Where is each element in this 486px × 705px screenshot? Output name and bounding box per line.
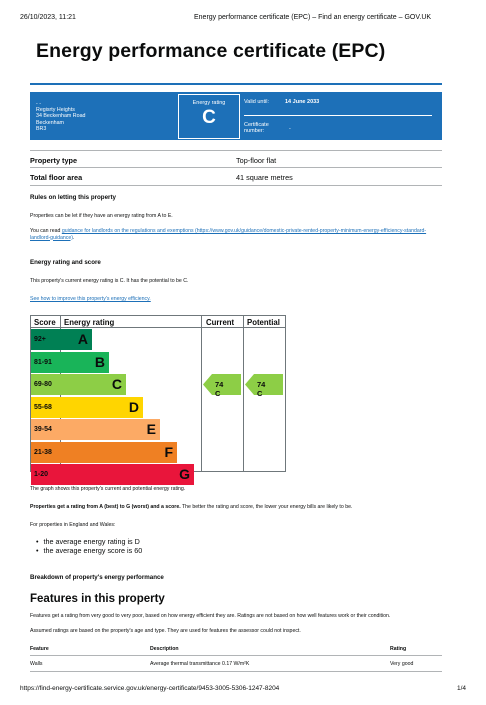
chart-header (31, 316, 285, 328)
table-divider (30, 655, 442, 656)
print-url: https://find-energy-certificate.service.gov.uk/energy-certificate/9453-3005-5306-1247-8204 (20, 685, 280, 692)
graph-note: The graph shows this property's current and potential energy rating. (30, 486, 186, 492)
rating-explanation (30, 504, 442, 511)
valid-until-date: 14 June 2033 (285, 99, 320, 105)
improve-efficiency-link[interactable]: See how to improve this property's energy efficiency. (30, 296, 151, 302)
rating-explanation-rest: The better the rating and score, the lower your energy bills are likely to be. (180, 504, 353, 510)
page-title: Energy performance certificate (EPC) (36, 40, 386, 62)
band-bar-f: F (60, 442, 177, 463)
feature-walls-description: Average thermal transmittance 0.17 W/m²K (150, 661, 250, 667)
feature-walls-rating: Very good (390, 661, 414, 667)
table-divider (30, 671, 442, 672)
features-paragraph: Features get a rating from very good to very poor, based on how energy efficient they are. Ratings are not based on how well features work or their condition. (30, 613, 391, 619)
summary-divider (244, 115, 432, 116)
property-address (36, 101, 85, 132)
score-column-header: Score (34, 318, 56, 327)
current-rating-arrow-label: 74 C (215, 380, 224, 398)
description-column-header: Description (150, 646, 179, 652)
certificate-number: - (289, 126, 291, 132)
band-score-b: 81-91 (31, 352, 60, 373)
band-bar-c: C (60, 374, 126, 395)
band-bar-b: B (60, 352, 109, 373)
certificate-number-label (244, 122, 269, 134)
certificate-label-line: Certificate (244, 122, 269, 128)
print-datetime: 26/10/2023, 11:21 (20, 14, 76, 21)
address-line: Beckenham (36, 119, 64, 126)
band-score-e: 39-54 (31, 419, 60, 440)
table-row (30, 150, 442, 168)
column-divider (201, 316, 202, 471)
band-score-d: 55-68 (31, 397, 60, 418)
landlord-guidance-link[interactable]: guidance for landlords on the regulations and exemptions (https://www.gov.uk/guidance/domestic-private-rented-property-minimum-energy-efficiency-standard-landlord-guidance) (30, 228, 427, 241)
address-line: - - (36, 101, 41, 107)
list-item: • the average energy rating is D (36, 538, 142, 547)
address-line: 34 Beckenham Road (36, 113, 86, 120)
epc-summary-box (30, 92, 442, 140)
title-divider (30, 83, 442, 85)
address-line: Regisrty Heights (36, 107, 75, 114)
energy-rating-letter: C (202, 107, 216, 128)
current-rating-paragraph: This property's current energy rating is C. It has the potential to be C. (30, 278, 189, 284)
band-bar-a: A (60, 329, 92, 350)
property-type-value: Top-floor flat (236, 156, 277, 165)
average-rating-list (36, 538, 142, 555)
energy-rating-label: Energy rating (192, 100, 226, 106)
floor-area-label: Total floor area (30, 173, 83, 182)
feature-column-header: Feature (30, 646, 49, 652)
energy-rating-heading: Energy rating and score (30, 259, 101, 266)
column-divider (243, 316, 244, 471)
england-wales-note: For properties in England and Wales: (30, 522, 116, 528)
features-heading: Features in this property (30, 593, 165, 605)
potential-rating-arrow-label: 74 C (257, 380, 266, 398)
epc-rating-chart (30, 315, 286, 482)
print-tab-title: Energy performance certificate (EPC) – Find an energy certificate – GOV.UK (194, 14, 432, 21)
band-score-a: 92+ (31, 329, 60, 350)
valid-until-label: Valid until: (244, 99, 269, 105)
energy-rating-cell (178, 94, 240, 139)
assumed-ratings-paragraph: Assumed ratings are based on the property's age and type. They are used for features the assessor could not inspect. (30, 628, 301, 634)
rating-explanation-bold: Properties get a rating from A (best) to G (worst) and a score. (30, 504, 181, 510)
band-bar-d: D (60, 397, 143, 418)
rating-column-header: Energy rating (64, 318, 115, 327)
breakdown-heading: Breakdown of property's energy performance (30, 574, 164, 581)
guidance-paragraph (30, 228, 442, 241)
guidance-prefix: You can read (30, 228, 62, 234)
band-score-g: 1-20 (31, 464, 60, 485)
rating-column-header: Rating (390, 646, 407, 652)
floor-area-value: 41 square metres (236, 173, 293, 182)
potential-column-header: Potential (247, 318, 280, 327)
table-row (30, 167, 442, 186)
band-bar-g: G (60, 464, 194, 485)
print-header (20, 14, 466, 26)
rules-heading: Rules on letting this property (30, 194, 116, 201)
list-item: • the average energy score is 60 (36, 547, 142, 556)
certificate-label-line: number: (244, 128, 265, 134)
page-number: 1/4 (456, 685, 466, 692)
address-line: BR3 (36, 125, 47, 132)
property-type-label: Property type (30, 156, 78, 165)
band-score-f: 21-38 (31, 442, 60, 463)
current-column-header: Current (206, 318, 235, 327)
rules-paragraph: Properties can be let if they have an energy rating from A to E. (30, 213, 173, 219)
guidance-suffix: . (72, 234, 75, 241)
band-bar-e: E (60, 419, 160, 440)
band-score-c: 69-80 (31, 374, 60, 395)
feature-walls: Walls (30, 661, 43, 667)
